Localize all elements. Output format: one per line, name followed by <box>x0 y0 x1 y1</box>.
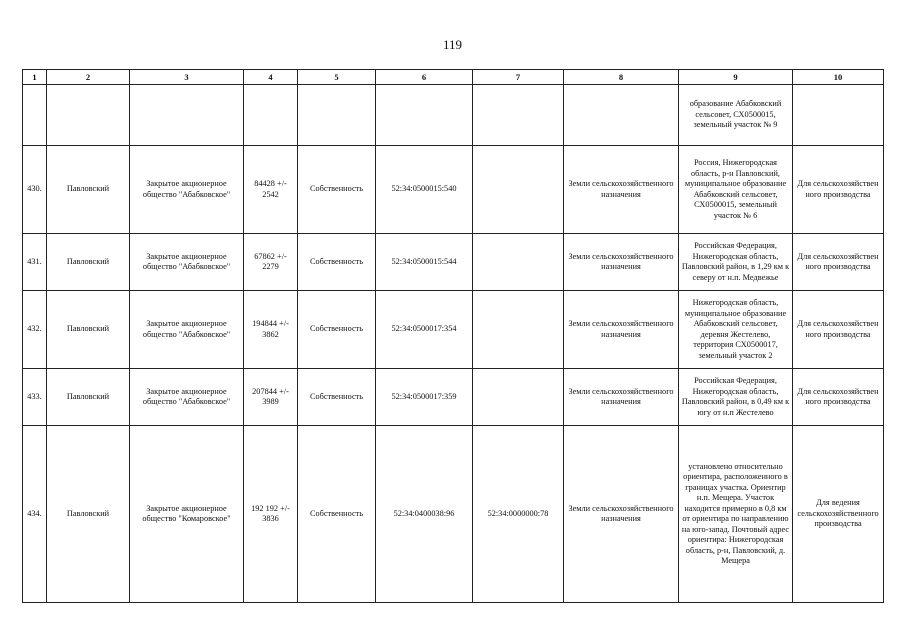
address-cell: Российская Федерация, Нижегородская область, Павловский район, в 1,29 км к северу от н.п. Медвежье <box>679 234 793 291</box>
right-type-cell: Собственность <box>298 291 376 369</box>
area-cell: 207844 +/- 3989 <box>244 369 298 426</box>
parent-cadastral-number-cell <box>473 234 564 291</box>
column-header: 10 <box>793 70 884 85</box>
row-number-cell: 430. <box>23 146 47 234</box>
permitted-use-cell: Для сельскохозяйствен ного производства <box>793 369 884 426</box>
permitted-use-cell: Для ведения сельскохозяйственного производства <box>793 426 884 603</box>
permitted-use-cell: Для сельскохозяйствен ного производства <box>793 291 884 369</box>
table-row <box>23 369 884 426</box>
land-registry-table <box>22 69 884 603</box>
district-cell: Павловский <box>47 146 130 234</box>
permitted-use-cell: Для сельскохозяйствен ного производства <box>793 146 884 234</box>
right-type-cell: Собственность <box>298 426 376 603</box>
land-category-cell: Земли сельскохозяйственного назначения <box>564 291 679 369</box>
parent-cadastral-number-cell <box>473 85 564 146</box>
column-header: 3 <box>130 70 244 85</box>
right-type-cell: Собственность <box>298 146 376 234</box>
land-category-cell <box>564 85 679 146</box>
parent-cadastral-number-cell <box>473 146 564 234</box>
cadastral-number-cell <box>376 85 473 146</box>
area-cell: 194844 +/- 3862 <box>244 291 298 369</box>
district-cell: Павловский <box>47 291 130 369</box>
column-header: 6 <box>376 70 473 85</box>
page-number: 119 <box>442 37 463 52</box>
cadastral-number-cell: 52:34:0500017:354 <box>376 291 473 369</box>
table-row <box>23 146 884 234</box>
district-cell: Павловский <box>47 234 130 291</box>
cadastral-number-cell: 52:34:0500015:544 <box>376 234 473 291</box>
row-number-cell: 433. <box>23 369 47 426</box>
cadastral-number-cell: 52:34:0400038:96 <box>376 426 473 603</box>
column-header: 7 <box>473 70 564 85</box>
table-row <box>23 234 884 291</box>
district-cell <box>47 85 130 146</box>
land-category-cell: Земли сельскохозяйственного назначения <box>564 146 679 234</box>
owner-cell: Закрытое акционерное общество "Абабковское" <box>130 369 244 426</box>
right-type-cell: Собственность <box>298 234 376 291</box>
column-header: 1 <box>23 70 47 85</box>
address-cell: образование Абабковский сельсовет, СХ0500015, земельный участок № 9 <box>679 85 793 146</box>
column-header: 4 <box>244 70 298 85</box>
district-cell: Павловский <box>47 426 130 603</box>
row-number-cell <box>23 85 47 146</box>
parent-cadastral-number-cell: 52:34:0000000:78 <box>473 426 564 603</box>
row-number-cell: 431. <box>23 234 47 291</box>
row-number-cell: 434. <box>23 426 47 603</box>
right-type-cell: Собственность <box>298 369 376 426</box>
row-number-cell: 432. <box>23 291 47 369</box>
table-row <box>23 291 884 369</box>
table-row <box>23 85 884 146</box>
table-row <box>23 426 884 603</box>
land-category-cell: Земли сельскохозяйственного назначения <box>564 369 679 426</box>
address-cell: Россия, Нижегородская область, р-н Павловский, муниципальное образование Абабковский сельсовет, СХ0500015, земельный участок № 6 <box>679 146 793 234</box>
area-cell: 192 192 +/- 3836 <box>244 426 298 603</box>
area-cell <box>244 85 298 146</box>
column-header: 2 <box>47 70 130 85</box>
column-header: 5 <box>298 70 376 85</box>
owner-cell: Закрытое акционерное общество "Комаровское" <box>130 426 244 603</box>
address-cell: Нижегородская область, муниципальное образование Абабковский сельсовет, деревня Жестелево, территория СХ0500017, земельный участок 2 <box>679 291 793 369</box>
cadastral-number-cell: 52:34:0500015:540 <box>376 146 473 234</box>
permitted-use-cell <box>793 85 884 146</box>
right-type-cell <box>298 85 376 146</box>
cadastral-number-cell: 52:34:0500017:359 <box>376 369 473 426</box>
parent-cadastral-number-cell <box>473 291 564 369</box>
owner-cell: Закрытое акционерное общество "Абабковское" <box>130 234 244 291</box>
parent-cadastral-number-cell <box>473 369 564 426</box>
owner-cell: Закрытое акционерное общество "Абабковское" <box>130 291 244 369</box>
column-header: 9 <box>679 70 793 85</box>
owner-cell <box>130 85 244 146</box>
header-row <box>23 70 884 85</box>
land-category-cell: Земли сельскохозяйственного назначения <box>564 426 679 603</box>
district-cell: Павловский <box>47 369 130 426</box>
address-cell: Российская Федерация, Нижегородская область, Павловский район, в 0,49 км к югу от н.п Жестелево <box>679 369 793 426</box>
permitted-use-cell: Для сельскохозяйствен ного производства <box>793 234 884 291</box>
area-cell: 67862 +/- 2279 <box>244 234 298 291</box>
land-category-cell: Земли сельскохозяйственного назначения <box>564 234 679 291</box>
owner-cell: Закрытое акционерное общество "Абабковское" <box>130 146 244 234</box>
address-cell: установлено относительно ориентира, расположенного в границах участка. Ориентир н.п. Мещера. Участок находится примерно в 0,8 км от ориентира по направлению на юго-запад. Почтовый адрес ориентира: Нижегородская область, р-н, Павловский, д. Мещера <box>679 426 793 603</box>
area-cell: 84428 +/- 2542 <box>244 146 298 234</box>
column-header: 8 <box>564 70 679 85</box>
